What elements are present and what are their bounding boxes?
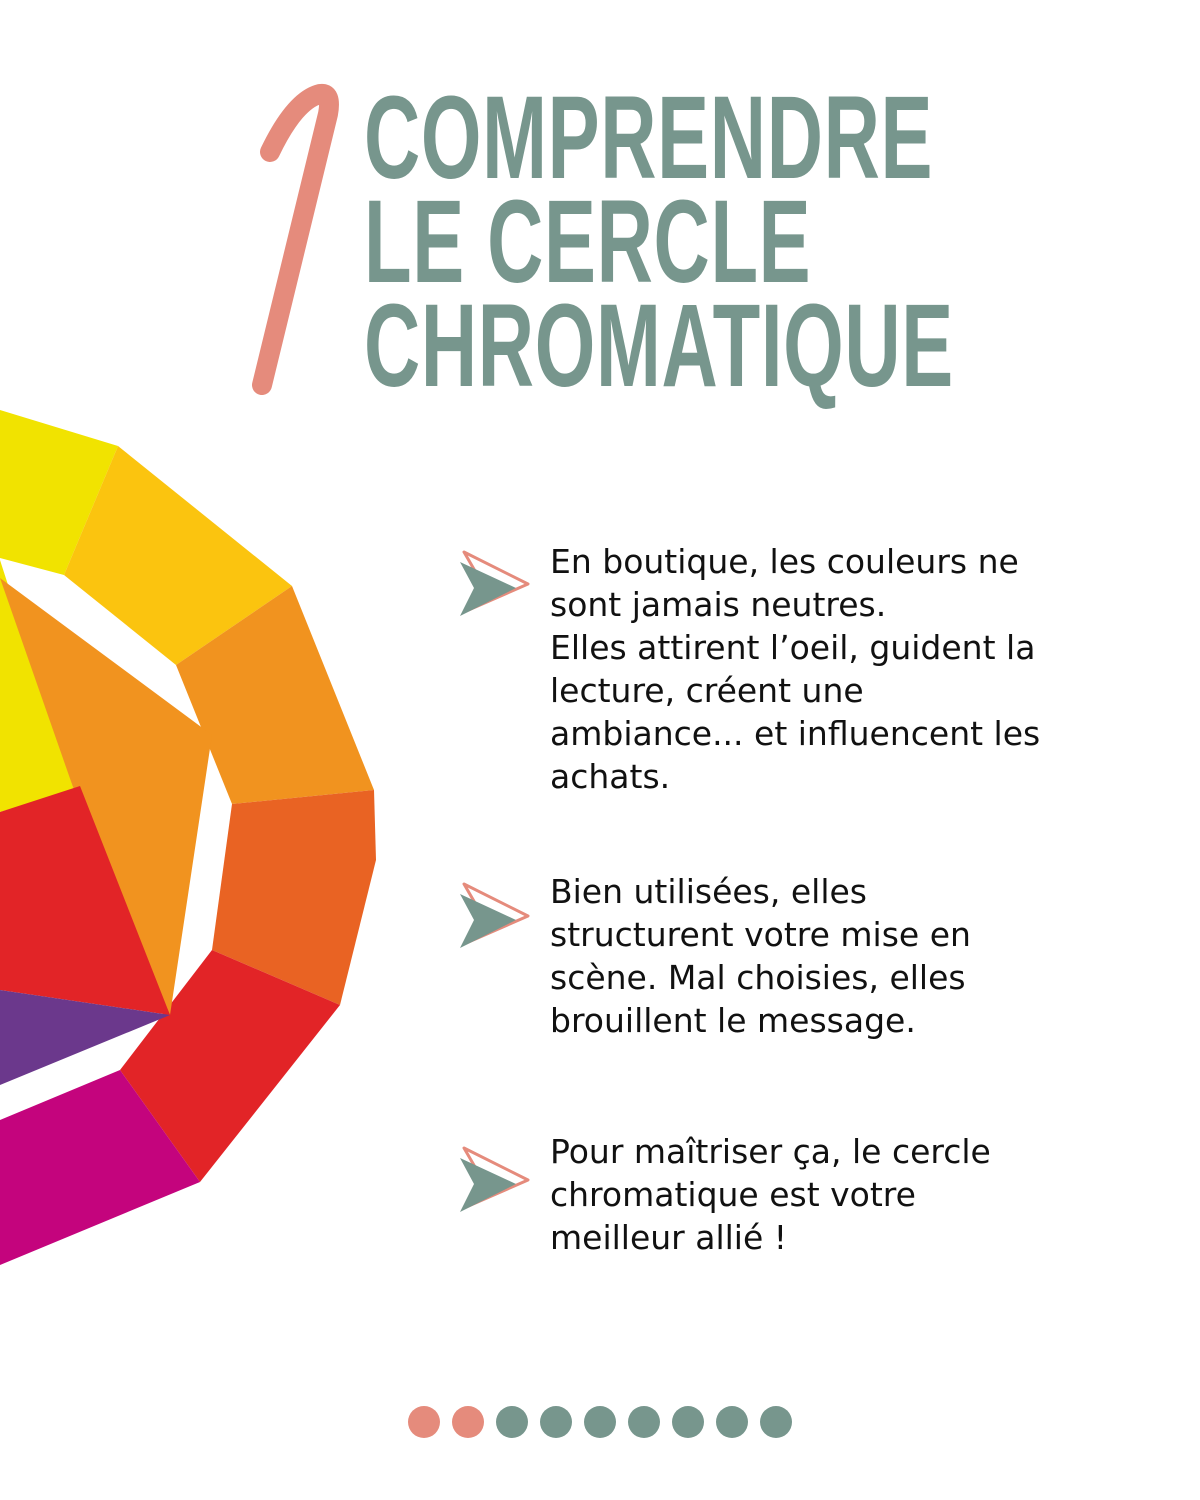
paragraph-text: En boutique, les couleurs ne sont jamais neutres. Elles attirent l’oeil, guident la lecture, créent une ambiance... et influencent les achats. [550, 542, 1041, 796]
pagination-dot[interactable] [584, 1406, 616, 1438]
double-chevron-right-icon [458, 548, 532, 618]
pagination-dot[interactable] [496, 1406, 528, 1438]
pagination-dot[interactable] [716, 1406, 748, 1438]
paragraph-text: Pour maîtriser ça, le cercle chromatique est votre meilleur allié ! [550, 1132, 991, 1257]
paragraph-text: Bien utilisées, elles structurent votre mise en scène. Mal choisies, elles brouillent le message. [550, 872, 971, 1040]
pagination-dot[interactable] [672, 1406, 704, 1438]
pagination-dot[interactable] [408, 1406, 440, 1438]
pagination-dot[interactable] [452, 1406, 484, 1438]
double-chevron-right-icon [458, 1144, 532, 1214]
page-title [364, 72, 1200, 412]
step-number-one [240, 80, 350, 410]
double-chevron-right-icon [458, 880, 532, 950]
pagination-dot[interactable] [540, 1406, 572, 1438]
pagination-dot[interactable] [628, 1406, 660, 1438]
pagination-dots[interactable] [0, 1406, 1200, 1438]
pagination-dot[interactable] [760, 1406, 792, 1438]
title-line-1: COMPRENDRE [364, 72, 934, 204]
title-line-2: LE CERCLE [364, 176, 812, 308]
title-line-3: CHROMATIQUE [364, 280, 954, 412]
